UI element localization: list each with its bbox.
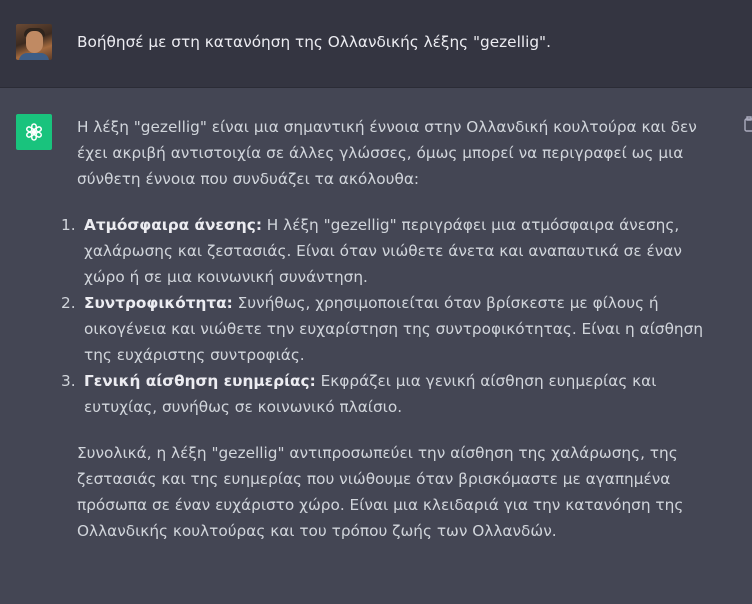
list-item-text: Η λέξη "gezellig" περιγράφει μια ατμόσφαιρα άνεσης, χαλάρωσης και ζεστασιάς. Είναι όταν νιώθετε άνετα και αναπαυτικά σε έναν χώρο ή σε μια κοινωνική συνάντηση. xyxy=(84,216,682,286)
user-message-row xyxy=(0,0,752,88)
list-item-text: Εκφράζει μια γενική αίσθηση ευημερίας και ευτυχίας, συνήθως σε κοινωνικό πλαίσιο. xyxy=(84,372,657,416)
user-avatar xyxy=(16,24,52,60)
list-item-text: Συνήθως, χρησιμοποιείται όταν βρίσκεστε με φίλους ή οικογένεια και νιώθετε την ευχαρίστηση της συντροφικότητας. Είναι η αίσθηση της ευχάριστης συντροφιάς. xyxy=(84,294,704,364)
user-message-text: Βοήθησέ με στη κατανόηση της Ολλανδικής λέξης "gezellig". xyxy=(77,33,551,51)
list-item-number: 1. xyxy=(61,216,76,234)
answer-conclusion: Συνολικά, η λέξη "gezellig" αντιπροσωπεύει την αίσθηση της χαλάρωσης, της ζεστασιάς και της ευημερίας που νιώθουμε όταν βρισκόμαστε με αγαπημένα πρόσωπα σε έναν ευχάριστο χώρο. Είναι μια κλειδαριά για την κατανόηση της Ολλανδικής κουλτούρας και του τρόπου ζωής των Ολλανδών. xyxy=(77,444,684,540)
list-item-number: 2. xyxy=(61,294,76,312)
list-item xyxy=(61,290,727,368)
openai-logo-icon xyxy=(16,114,52,150)
assistant-message-row xyxy=(0,88,752,604)
list-item-title: Γενική αίσθηση ευημερίας: xyxy=(84,372,316,390)
list-item-number: 3. xyxy=(61,372,76,390)
list-item xyxy=(61,368,727,420)
list-item-title: Συντροφικότητα: xyxy=(84,294,233,312)
list-item-title: Ατμόσφαιρα άνεσης: xyxy=(84,216,262,234)
list-item xyxy=(61,212,727,290)
answer-intro: Η λέξη "gezellig" είναι μια σημαντική έννοια στην Ολλανδική κουλτούρα και δεν έχει ακριβή αντιστοιχία σε άλλες γλώσσες, όμως μπορεί να περιγραφεί ως μια σύνθετη έννοια που συνδυάζει τα ακόλουθα: xyxy=(77,118,697,188)
clipboard-copy-icon[interactable] xyxy=(742,116,752,132)
assistant-message-content xyxy=(61,114,727,544)
answer-list xyxy=(61,212,727,420)
